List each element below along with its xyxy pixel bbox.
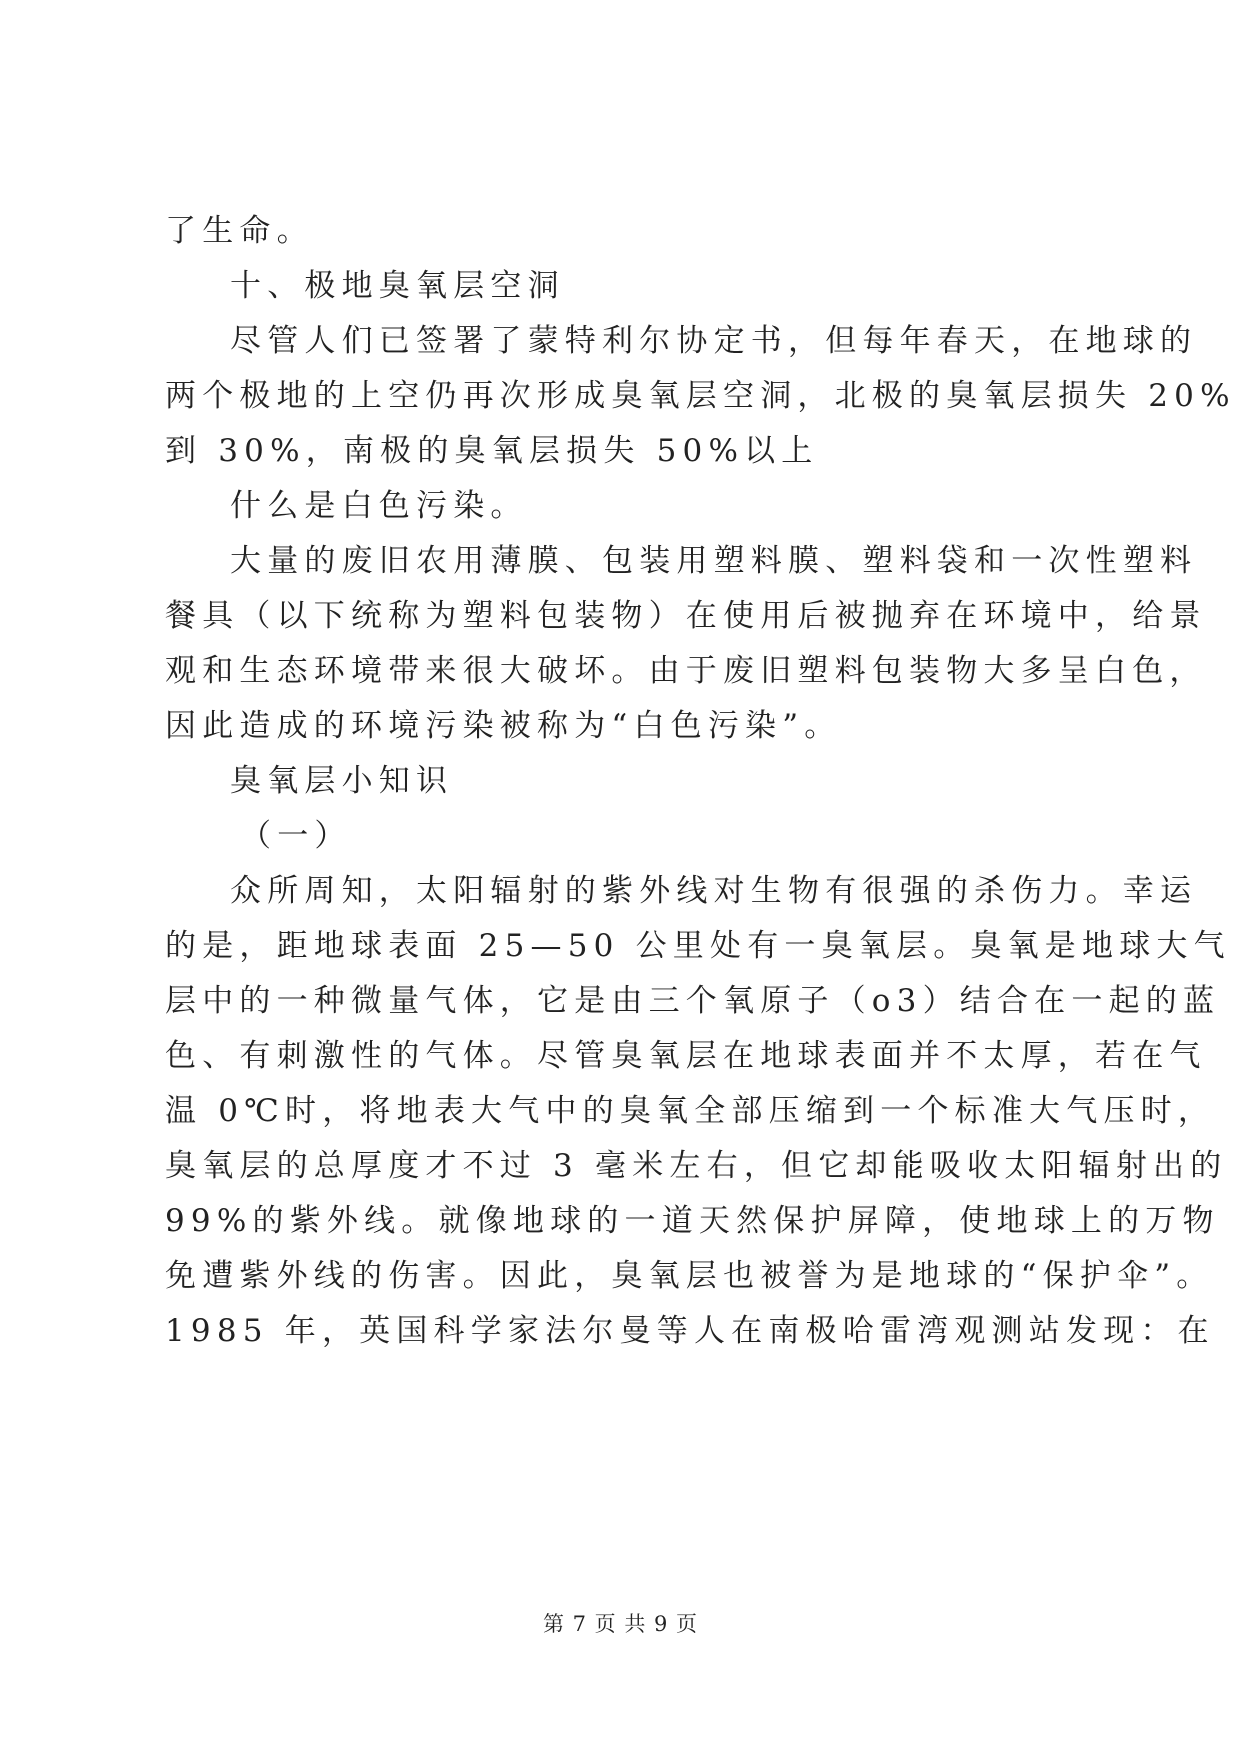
page-number-footer: 第 7 页 共 9 页 <box>542 1612 699 1636</box>
text-line-4: 两个极地的上空仍再次形成臭氧层空洞，北极的臭氧层损失 20% <box>165 378 1236 414</box>
text-line-19: 99%的紫外线。就像地球的一道天然保护屏障，使地球上的万物 <box>165 1203 1220 1239</box>
text-line-8: 餐具（以下统称为塑料包装物）在使用后被抛弃在环境中，给景 <box>165 598 1207 634</box>
subheading-ozone-knowledge: 臭氧层小知识 <box>230 763 454 799</box>
text-line-16: 色、有刺激性的气体。尽管臭氧层在地球表面并不太厚，若在气 <box>165 1038 1207 1074</box>
text-line-10: 因此造成的环境污染被称为“白色污染”。 <box>165 708 842 744</box>
text-line-18: 臭氧层的总厚度才不过 3 毫米左右，但它却能吸收太阳辐射出的 <box>165 1148 1228 1184</box>
text-line-3: 尽管人们已签署了蒙特利尔协定书，但每年春天，在地球的 <box>230 323 1198 359</box>
subheading-white-pollution: 什么是白色污染。 <box>230 488 528 524</box>
text-line-17: 温 0℃时，将地表大气中的臭氧全部压缩到一个标准大气压时， <box>165 1093 1216 1129</box>
text-line-13: 众所周知，太阳辐射的紫外线对生物有很强的杀伤力。幸运 <box>230 873 1198 909</box>
text-line-5: 到 30%，南极的臭氧层损失 50%以上 <box>165 433 819 469</box>
section-heading-10: 十、极地臭氧层空洞 <box>230 268 565 304</box>
text-line-7: 大量的废旧农用薄膜、包装用塑料膜、塑料袋和一次性塑料 <box>230 543 1198 579</box>
text-line-14: 的是，距地球表面 25—50 公里处有一臭氧层。臭氧是地球大气 <box>165 928 1231 964</box>
text-line-20: 免遭紫外线的伤害。因此，臭氧层也被誉为是地球的“保护伞”。 <box>165 1258 1214 1294</box>
text-line-21: 1985 年，英国科学家法尔曼等人在南极哈雷湾观测站发现：在 <box>165 1313 1215 1349</box>
text-line-9: 观和生态环境带来很大破坏。由于废旧塑料包装物大多呈白色， <box>165 653 1207 689</box>
text-line-15: 层中的一种微量气体，它是由三个氧原子（o3）结合在一起的蓝 <box>165 983 1221 1019</box>
text-line-1: 了生命。 <box>165 213 314 249</box>
subheading-part-one: （一） <box>240 818 352 854</box>
